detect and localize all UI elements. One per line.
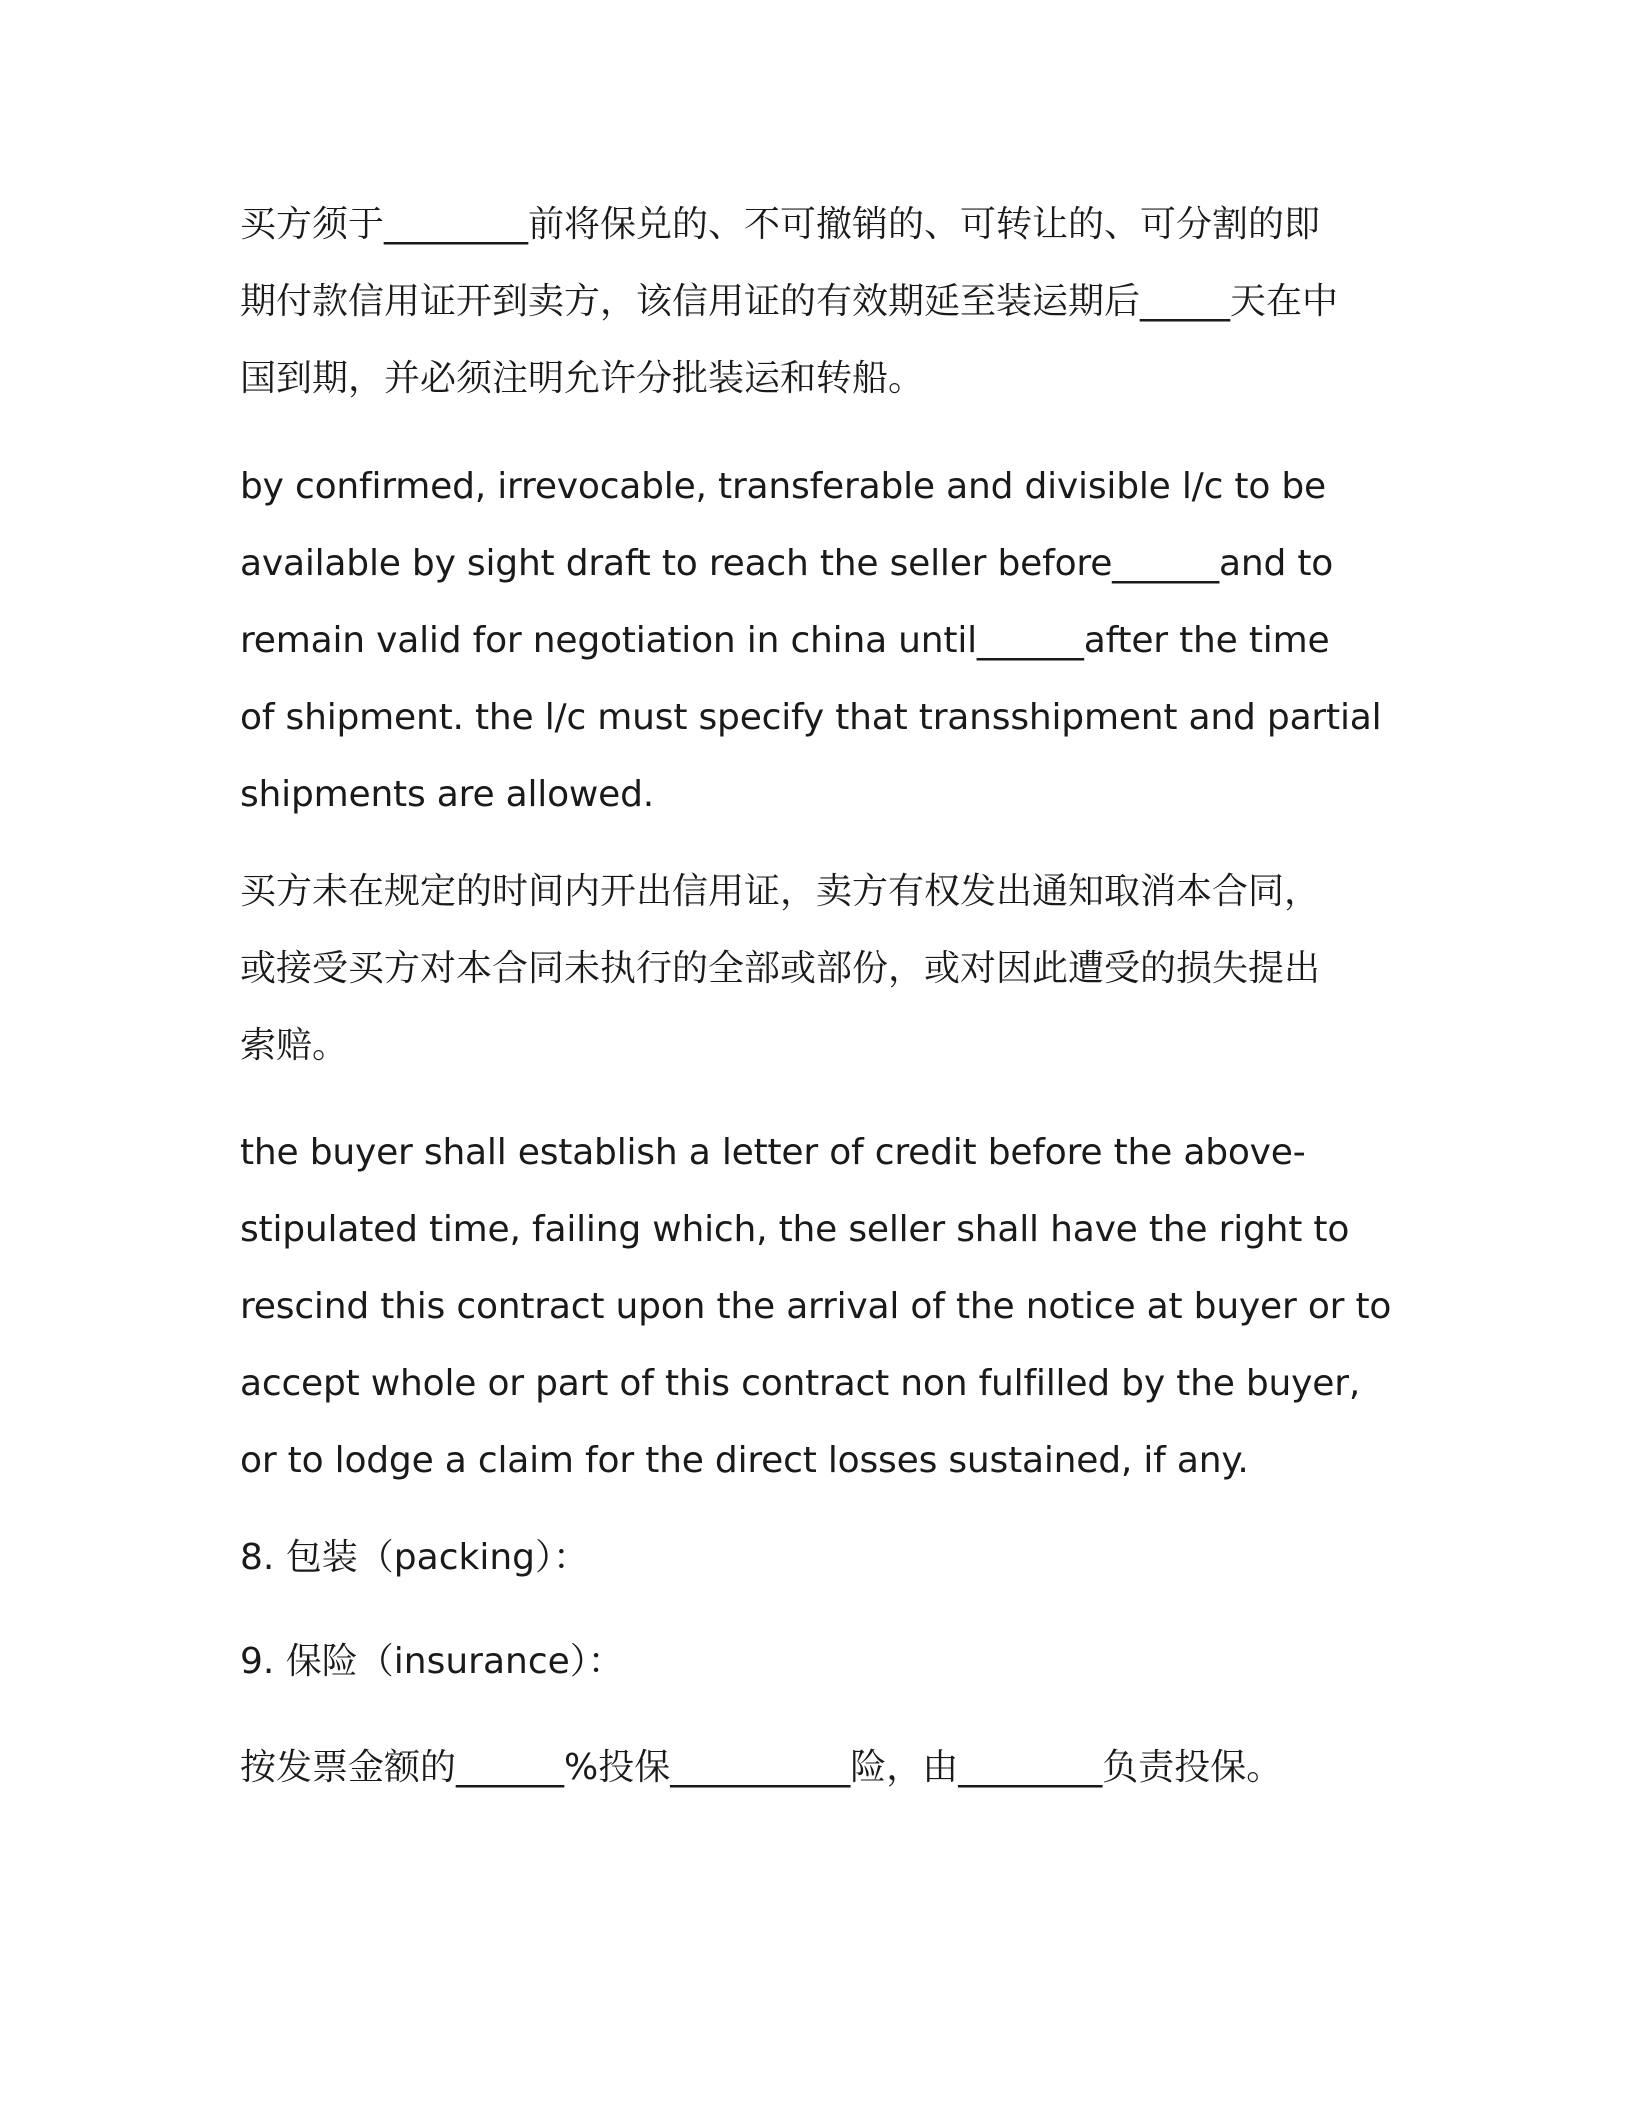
section-heading-packing: 8. 包装（packing）： bbox=[240, 1537, 590, 1578]
text-line: the buyer shall establish a letter of credit before the above- bbox=[240, 1132, 1306, 1173]
text-line: of shipment. the l/c must specify that transshipment and partial bbox=[240, 697, 1382, 738]
section-heading-insurance: 9. 保险（insurance）： bbox=[240, 1641, 624, 1682]
text-line: 或接受买方对本合同未执行的全部或部份，或对因此遭受的损失提出 bbox=[240, 948, 1321, 989]
text-line: rescind this contract upon the arrival of the notice at buyer or to bbox=[240, 1286, 1392, 1327]
text-line: accept whole or part of this contract non fulfilled by the buyer, bbox=[240, 1363, 1361, 1404]
insurance-clause: 按发票金额的______%投保__________险，由________负责投保。 bbox=[240, 1747, 1283, 1788]
text-line: 国到期，并必须注明允许分批装运和转船。 bbox=[240, 358, 925, 399]
lc-clause-english bbox=[240, 448, 1410, 833]
text-line: or to lodge a claim for the direct losses sustained, if any. bbox=[240, 1440, 1249, 1481]
text-line: available by sight draft to reach the seller before______and to bbox=[240, 543, 1334, 584]
text-line: 买方须于________前将保兑的、不可撤销的、可转让的、可分割的即 bbox=[240, 204, 1321, 245]
lc-failure-clause-chinese bbox=[240, 853, 1410, 1084]
lc-failure-clause-english bbox=[240, 1114, 1410, 1499]
text-line: 买方未在规定的时间内开出信用证，卖方有权发出通知取消本合同， bbox=[240, 871, 1321, 912]
text-line: shipments are allowed. bbox=[240, 774, 655, 815]
text-line: 期付款信用证开到卖方，该信用证的有效期延至装运期后_____天在中 bbox=[240, 281, 1339, 322]
text-line: stipulated time, failing which, the seller shall have the right to bbox=[240, 1209, 1350, 1250]
document-body bbox=[240, 186, 1410, 1806]
text-line: 索赔。 bbox=[240, 1025, 349, 1066]
lc-clause-chinese bbox=[240, 186, 1410, 417]
text-line: by confirmed, irrevocable, transferable and divisible l/c to be bbox=[240, 466, 1326, 507]
text-line: remain valid for negotiation in china until______after the time bbox=[240, 620, 1330, 661]
